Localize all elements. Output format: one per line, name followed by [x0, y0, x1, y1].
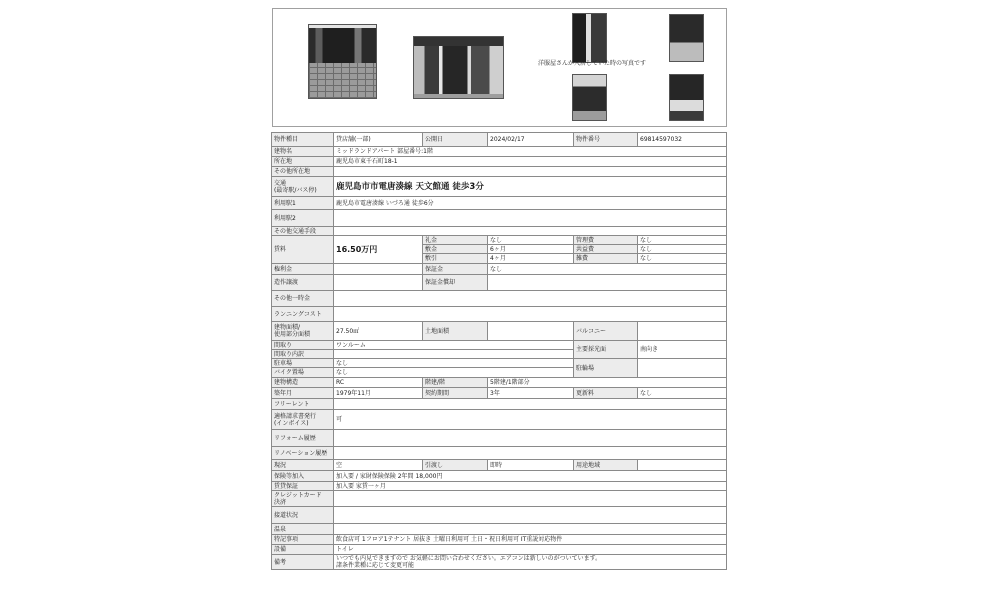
layout-value: ワンルーム — [334, 341, 574, 350]
built-label: 築年月 — [272, 388, 334, 399]
insurance-label: 保険等加入 — [272, 471, 334, 482]
equipment-label: 設備 — [272, 545, 334, 555]
equipment-value: トイレ — [334, 545, 727, 555]
deposit-deduction-label: 敷引 — [423, 254, 488, 264]
station-2-label: 利用駅2 — [272, 210, 334, 227]
address-label: 所在地 — [272, 157, 334, 167]
credit-card-label-main: クレジットカード — [274, 491, 322, 499]
transport-label-main: 交通 — [274, 179, 287, 187]
other-transport-label: その他交通手段 — [272, 227, 334, 236]
layout-details-value — [334, 350, 574, 359]
misc-fee-label: 雑費 — [574, 254, 638, 264]
property-number-value: 69814597032 — [638, 133, 727, 147]
address-value: 鹿児島市東千石町18-1 — [334, 157, 727, 167]
station-2-value — [334, 210, 727, 227]
zoning-label: 用途地域 — [574, 460, 638, 471]
deposit-amortization-value — [488, 275, 727, 291]
photo-interior-2 — [669, 14, 704, 62]
road-access-label: 接道状況 — [272, 507, 334, 524]
transport-label — [272, 177, 334, 197]
floors-value: 5階建/1階部分 — [488, 378, 727, 388]
common-fee-value: なし — [638, 245, 727, 254]
station-1-value: 鹿児島市電唐湊線 いづろ通 徒歩6分 — [334, 197, 727, 210]
property-table — [271, 132, 727, 570]
bicycle-parking-value — [638, 359, 727, 378]
invoice-label-sub: (インボイス) — [274, 419, 309, 427]
land-area-value — [488, 322, 574, 341]
remarks-label: 備考 — [272, 555, 334, 570]
credit-card-label — [272, 491, 334, 507]
photo-interior-1 — [572, 13, 607, 63]
deposit-amortization-label: 保証金償却 — [423, 275, 488, 291]
invoice-label-main: 適格請求書発行 — [274, 412, 317, 420]
insurance-value: 加入要 / 家財保険保険 2年間 18,000円 — [334, 471, 727, 482]
management-fee-value: なし — [638, 236, 727, 245]
fixture-transfer-label: 造作譲渡 — [272, 275, 334, 291]
hot-spring-value — [334, 524, 727, 535]
floor-area-label-main: 建物面積/ — [274, 324, 301, 331]
renewal-fee-value: なし — [638, 388, 727, 399]
renovation-history-label: リノベーション履歴 — [272, 447, 334, 460]
renovation-history-value — [334, 447, 727, 460]
fixture-transfer-value — [334, 275, 423, 291]
running-cost-value — [334, 307, 727, 322]
other-transport-value — [334, 227, 727, 236]
property-type-value: 貸店舗(一部) — [334, 133, 423, 147]
motorbike-parking-value: なし — [334, 368, 574, 378]
free-rent-label: フリーレント — [272, 399, 334, 410]
photo-caption: 洋服屋さんが入居していた時の写真です — [538, 60, 647, 67]
rent-value: 16.50万円 — [334, 236, 423, 264]
main-lighting-label: 主要採光面 — [574, 341, 638, 359]
key-money-value: なし — [488, 236, 574, 245]
rent-label: 賃料 — [272, 236, 334, 264]
management-fee-label: 管理費 — [574, 236, 638, 245]
special-notes-label: 特記事項 — [272, 535, 334, 545]
layout-label: 間取り — [272, 341, 334, 350]
published-date-value: 2024/02/17 — [488, 133, 574, 147]
photo-panel — [272, 8, 727, 127]
floors-label: 階建/階 — [423, 378, 488, 388]
photo-interior-3 — [572, 74, 607, 121]
floor-area-value: 27.50㎡ — [334, 322, 423, 341]
premium-value — [334, 264, 423, 275]
current-status-value: 空 — [334, 460, 423, 471]
floor-area-label-sub: 使用部分面積 — [274, 331, 311, 338]
layout-details-label: 間取り内訳 — [272, 350, 334, 359]
bicycle-parking-label: 駐輪場 — [574, 359, 638, 378]
premium-label: 権利金 — [272, 264, 334, 275]
motorbike-parking-label: バイク置場 — [272, 368, 334, 378]
station-1-label: 利用駅1 — [272, 197, 334, 210]
main-lighting-value: 南向き — [638, 341, 727, 359]
parking-label: 駐車場 — [272, 359, 334, 368]
contract-period-value: 3年 — [488, 388, 574, 399]
structure-value: RC — [334, 378, 423, 388]
remarks-value — [334, 555, 727, 570]
key-money-label: 礼金 — [423, 236, 488, 245]
transport-label-sub: (最寄駅/バス停) — [274, 186, 317, 194]
property-type-label: 物件種目 — [272, 133, 334, 147]
road-access-value — [334, 507, 727, 524]
floor-area-label — [272, 322, 334, 341]
other-lump-sum-label: その他一時金 — [272, 291, 334, 307]
other-address-label: その他所在地 — [272, 167, 334, 177]
rent-guarantee-value: 加入要 家賃一ヶ月 — [334, 482, 727, 491]
security-deposit-label: 保証金 — [423, 264, 488, 275]
photo-shop-front — [413, 36, 504, 99]
balcony-label: バルコニー — [574, 322, 638, 341]
balcony-value — [638, 322, 727, 341]
credit-card-label-sub: 決済 — [274, 498, 287, 506]
current-status-label: 現況 — [272, 460, 334, 471]
common-fee-label: 共益費 — [574, 245, 638, 254]
transport-value: 鹿児島市市電唐湊線 天文館通 徒歩3分 — [334, 177, 727, 197]
handover-label: 引渡し — [423, 460, 488, 471]
remarks-line: 諸条件業種に応じて変更可能 — [336, 562, 415, 569]
building-name-label: 建物名 — [272, 147, 334, 157]
built-value: 1979年11月 — [334, 388, 423, 399]
reform-history-value — [334, 430, 727, 447]
deposit-value: 6ヶ月 — [488, 245, 574, 254]
deposit-deduction-value: 4ヶ月 — [488, 254, 574, 264]
security-deposit-value: なし — [488, 264, 727, 275]
land-area-label: 土地面積 — [423, 322, 488, 341]
deposit-label: 敷金 — [423, 245, 488, 254]
photo-street-view — [308, 24, 377, 99]
other-lump-sum-value — [334, 291, 727, 307]
free-rent-value — [334, 399, 727, 410]
invoice-label — [272, 410, 334, 430]
misc-fee-value: なし — [638, 254, 727, 264]
credit-card-value — [334, 491, 727, 507]
reform-history-label: リフォーム履歴 — [272, 430, 334, 447]
property-number-label: 物件番号 — [574, 133, 638, 147]
hot-spring-label: 温泉 — [272, 524, 334, 535]
renewal-fee-label: 更新料 — [574, 388, 638, 399]
photo-interior-4 — [669, 74, 704, 121]
running-cost-label: ランニングコスト — [272, 307, 334, 322]
other-address-value — [334, 167, 727, 177]
parking-value: なし — [334, 359, 574, 368]
special-notes-value: 飲食店可 1フロア1テナント 居抜き 土曜日利用可 土日・祝日利用可 IT重説対応物件 — [334, 535, 727, 545]
rent-guarantee-label: 賃貸保証 — [272, 482, 334, 491]
invoice-value: 可 — [334, 410, 727, 430]
remarks-line: いつでも内見できますので お気軽にお問い合わせください。エアコンは新しいのがついています。 — [336, 555, 602, 562]
building-name-value: ミッドランドアパート 部屋番号:1階 — [334, 147, 727, 157]
structure-label: 建物構造 — [272, 378, 334, 388]
published-date-label: 公開日 — [423, 133, 488, 147]
handover-value: 即時 — [488, 460, 574, 471]
contract-period-label: 契約期間 — [423, 388, 488, 399]
zoning-value — [638, 460, 727, 471]
